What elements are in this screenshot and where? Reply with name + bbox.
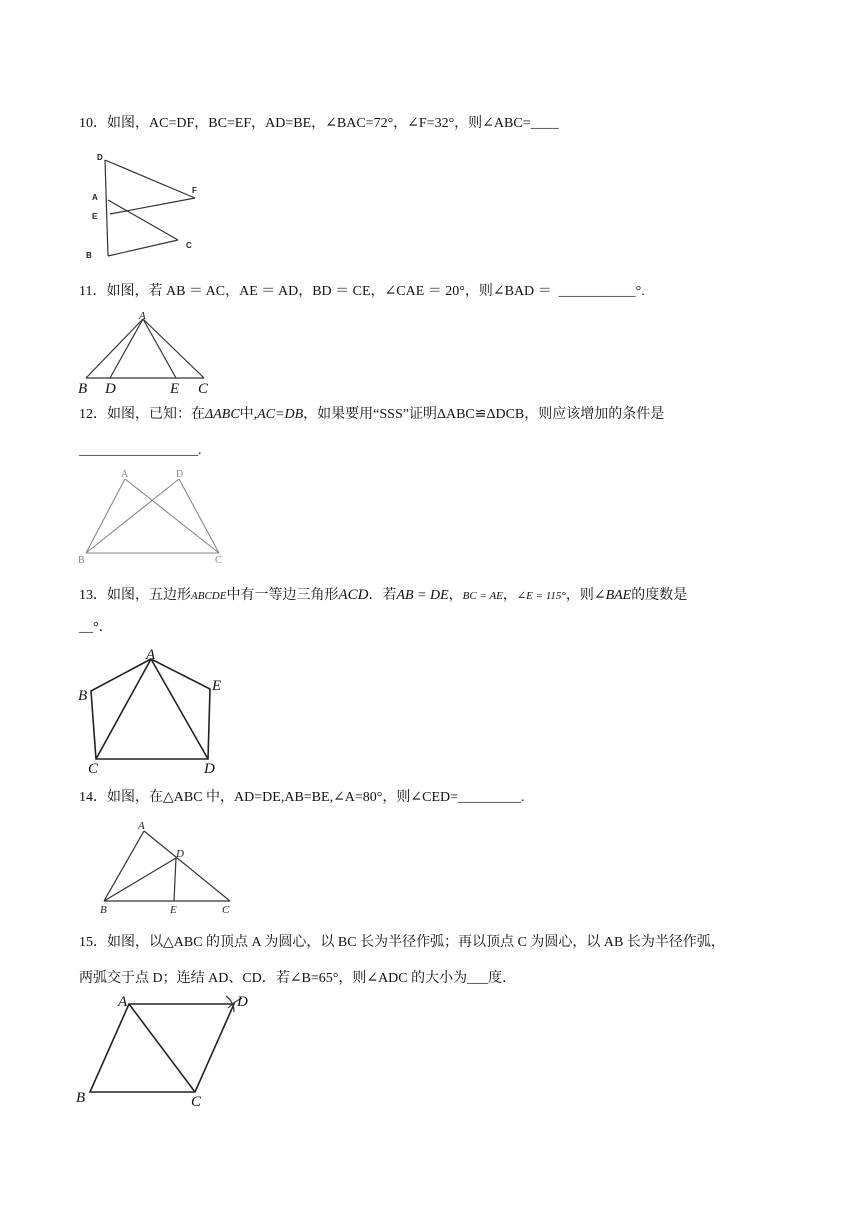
label-E: E — [212, 678, 222, 694]
label-D: D — [176, 848, 184, 860]
label-D: D — [204, 761, 215, 777]
label-C: C — [88, 761, 99, 777]
label-D: D — [105, 381, 116, 397]
label-C: C — [222, 904, 230, 916]
label-B: B — [78, 381, 88, 397]
question-14-text: 14．如图，在△ABC 中，AD=DE,AB=BE,∠A=80°，则∠CED=_________. — [79, 790, 525, 805]
label-F: F — [192, 186, 197, 195]
figure-q15 — [74, 992, 254, 1110]
label-D: D — [176, 469, 184, 480]
question-13-line2: __°． — [79, 620, 113, 635]
label-E: E — [170, 904, 177, 916]
label-A: A — [121, 469, 129, 480]
label-A: A — [92, 193, 98, 202]
question-12-blank: _________________. — [79, 443, 202, 458]
label-D: D — [97, 153, 103, 162]
label-B: B — [86, 251, 92, 260]
question-15-line2: 两弧交于点 D；连结 AD、CD．若∠B=65°，则∠ADC 的大小为___度． — [79, 971, 517, 986]
label-B: B — [78, 555, 85, 566]
label-A: A — [139, 310, 146, 322]
label-C: C — [215, 555, 222, 566]
figure-q12 — [76, 465, 236, 575]
figure-q10 — [80, 150, 210, 260]
label-A: A — [146, 647, 156, 663]
question-10-text: 10．如图，AC=DF，BC=EF，AD=BE，∠BAC=72°，∠F=32°，则∠ABC=____ — [79, 116, 559, 131]
label-E: E — [170, 381, 180, 397]
label-C: C — [198, 381, 209, 397]
label-B: B — [76, 1090, 86, 1106]
question-11-text: 11．如图，若 AB ＝ AC，AE ＝ AD，BD ＝ CE，∠CAE ＝ 20°，则∠BAD ＝ ___________°. — [79, 284, 645, 299]
figure-q13 — [76, 645, 236, 775]
figure-q11 — [76, 310, 216, 397]
label-C: C — [191, 1094, 202, 1110]
label-A: A — [118, 994, 128, 1010]
question-15-line1: 15．如图，以△ABC 的顶点 A 为圆心，以 BC 长为半径作弧；再以顶点 C 为圆心，以 AB 长为半径作弧， — [79, 935, 725, 950]
label-C: C — [186, 241, 192, 250]
label-B: B — [100, 904, 107, 916]
label-E: E — [92, 212, 98, 221]
label-A: A — [138, 820, 145, 832]
question-13-text: 13．如图，五边形ABCDE中有一等边三角形ACD．若AB = DE，BC = AE，∠E = 115°，则∠BAE的度数是 — [79, 587, 688, 603]
figure-q14 — [96, 815, 246, 919]
label-B: B — [78, 688, 88, 704]
label-D: D — [237, 994, 248, 1010]
question-12-text: 12．如图，已知：在ΔABC中,AC=DB，如果要用“SSS”证明ΔABC≌ΔDCB，则应该增加的条件是 — [79, 407, 665, 422]
